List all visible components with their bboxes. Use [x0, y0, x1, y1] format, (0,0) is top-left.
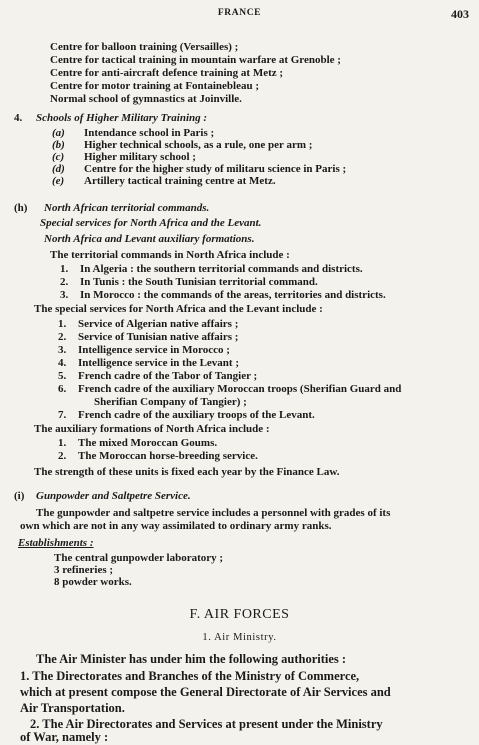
page-number: 403: [451, 7, 469, 21]
list-item: French cadre of the auxiliary Moroccan troops (Sherifian Guard and: [78, 383, 402, 395]
section-label: (h): [14, 202, 28, 214]
paragraph-line: 2. The Air Directorates and Services at present under the Ministry: [30, 717, 383, 731]
list-item: Intelligence service in Morocco ;: [78, 344, 230, 356]
list-number: 6.: [58, 383, 67, 395]
paragraph-line: Air Transportation.: [20, 701, 125, 715]
item-label: (b): [52, 139, 65, 151]
item-label: (c): [52, 151, 65, 163]
section-subtitle: North Africa and Levant auxiliary formations.: [44, 233, 255, 245]
section-title: Schools of Higher Military Training :: [36, 112, 208, 124]
list-number: 2.: [58, 331, 67, 343]
list-number: 7.: [58, 409, 67, 421]
item-text: Intendance school in Paris ;: [84, 127, 215, 139]
section-heading: F. AIR FORCES: [189, 607, 290, 622]
item-label: (a): [52, 127, 65, 139]
list-intro: The special services for North Africa and the Levant include :: [34, 303, 323, 315]
list-number: 4.: [58, 357, 67, 369]
list-item: French cadre of the auxiliary troops of the Levant.: [78, 409, 315, 421]
list-intro: The auxiliary formations of North Africa include :: [34, 423, 270, 435]
paragraph-line: which at present compose the General Directorate of Air Services and: [20, 685, 391, 699]
item-text: Higher technical schools, as a rule, one per arm ;: [84, 139, 313, 151]
item-label: (d): [52, 163, 65, 175]
item-text: Higher military school ;: [84, 151, 196, 163]
list-item: In Algeria : the southern territorial commands and districts.: [80, 263, 363, 275]
paragraph-line: 1. The Directorates and Branches of the Ministry of Commerce,: [20, 669, 360, 683]
section-title: North African territorial commands.: [44, 202, 210, 214]
section-label: (i): [14, 490, 25, 502]
strength-note: The strength of these units is fixed each year by the Finance Law.: [34, 466, 340, 478]
item-text: Artillery tactical training centre at Metz.: [84, 175, 276, 187]
section-subheading: 1. Air Ministry.: [202, 632, 277, 643]
list-item: Service of Tunisian native affairs ;: [78, 331, 239, 343]
list-number: 2.: [58, 450, 67, 462]
item-text: Centre for the higher study of militaru science in Paris ;: [84, 163, 347, 175]
section-title: Gunpowder and Saltpetre Service.: [36, 490, 191, 502]
list-number: 1.: [60, 263, 69, 275]
list-number: 1.: [58, 318, 67, 330]
paragraph-line: own which are not in any way assimilated to ordinary army ranks.: [20, 520, 332, 532]
section-subtitle: Special services for North Africa and the Levant.: [40, 217, 262, 229]
training-centre-item: Centre for balloon training (Versailles) ;: [50, 41, 239, 53]
training-centre-item: Normal school of gymnastics at Joinville.: [50, 93, 242, 105]
list-item: The Moroccan horse-breeding service.: [78, 450, 258, 462]
running-header: FRANCE: [217, 8, 262, 18]
list-item: French cadre of the Tabor of Tangier ;: [78, 370, 258, 382]
training-centre-item: Centre for anti-aircraft defence training at Metz ;: [50, 67, 284, 79]
list-number: 2.: [60, 276, 69, 288]
list-item-continuation: Sherifian Company of Tangier) ;: [94, 396, 247, 408]
establishment-item: 3 refineries ;: [54, 564, 114, 576]
paragraph-line: The Air Minister has under him the following authorities :: [36, 652, 347, 666]
list-item: The mixed Moroccan Goums.: [78, 437, 218, 449]
training-centre-item: Centre for motor training at Fontainebleau ;: [50, 80, 259, 92]
list-number: 3.: [58, 344, 67, 356]
item-label: (e): [52, 175, 65, 187]
establishment-item: The central gunpowder laboratory ;: [54, 552, 224, 564]
paragraph-line: The gunpowder and saltpetre service includes a personnel with grades of its: [36, 507, 391, 519]
list-number: 3.: [60, 289, 69, 301]
list-item: Intelligence service in the Levant ;: [78, 357, 239, 369]
training-centre-item: Centre for tactical training in mountain warfare at Grenoble ;: [50, 54, 341, 66]
paragraph-line: of War, namely :: [20, 730, 109, 744]
list-intro: The territorial commands in North Africa include :: [50, 249, 290, 261]
list-item: Service of Algerian native affairs ;: [78, 318, 239, 330]
establishments-label: Establishments :: [18, 537, 94, 549]
list-item: In Tunis : the South Tunisian territorial command.: [80, 276, 318, 288]
list-number: 5.: [58, 370, 67, 382]
section-number: 4.: [14, 112, 23, 124]
list-item: In Morocco : the commands of the areas, territories and districts.: [80, 289, 386, 301]
establishment-item: 8 powder works.: [54, 576, 132, 588]
list-number: 1.: [58, 437, 67, 449]
